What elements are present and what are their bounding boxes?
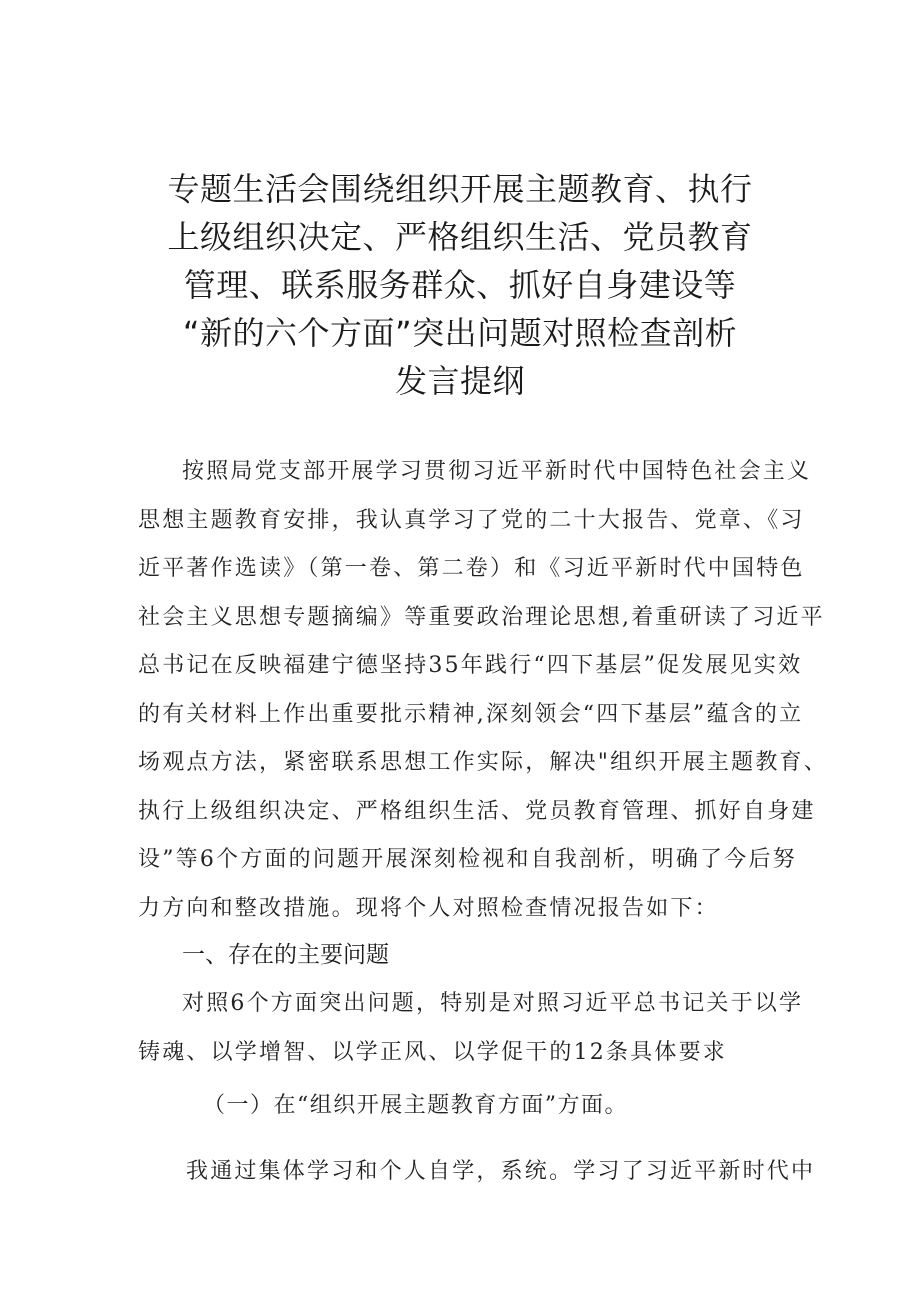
- paragraph-line: 场观点方法，紧密联系思想工作实际，解决"组织开展主题教育、: [138, 750, 828, 775]
- paragraph-line: 执行上级组织决定、严格组织生活、党员教育管理、抓好自身建: [138, 798, 816, 824]
- paragraph-line: 近平著作选读》（第一卷、第二卷）和《习近平新时代中国特色: [138, 556, 805, 581]
- title-line: “新的六个方面”突出问题对照检查剖析: [182, 314, 738, 352]
- paragraph-line: 总书记在反映福建宁德坚持35年践行“四下基层”促发展见实效: [138, 653, 803, 678]
- paragraph-line: 铸魂、以学增智、以学正风、以学促干的12条具体要求: [138, 1039, 727, 1065]
- section-paragraph: [138, 980, 818, 1077]
- intro-paragraph: [138, 448, 828, 933]
- paragraph-line: 力方向和整改措施。现将个人对照检查情况报告如下：: [138, 895, 719, 921]
- paragraph-line: 我通过集体学习和个人自学，系统。学习了习近平新时代中: [186, 1159, 816, 1184]
- section-heading: 一、存在的主要问题: [182, 942, 389, 968]
- document-title: [140, 165, 780, 405]
- title-line: 上级组织决定、严格组织生活、党员教育: [167, 218, 753, 256]
- paragraph-line: 社会主义思想专题摘编》等重要政治理论思想,着重研读了习近平: [138, 604, 825, 630]
- paragraph-line: 按照局党支部开展学习贯彻习近平新时代中国特色社会主义: [182, 459, 812, 484]
- paragraph-line: 思想主题教育安排，我认真学习了党的二十大报告、党章、《习: [138, 507, 805, 533]
- title-line: 专题生活会围绕组织开展主题教育、执行: [167, 170, 753, 208]
- subsection-heading: （一）在“组织开展主题教育方面”方面。: [203, 1093, 628, 1118]
- title-line: 管理、联系服务群众、抓好自身建设等: [183, 266, 737, 304]
- title-line: 发言提纲: [394, 362, 525, 400]
- paragraph-line: 对照6个方面突出问题，特别是对照习近平总书记关于以学: [182, 991, 804, 1016]
- paragraph-line: 的有关材料上作出重要批示精神,深刻领会“四下基层”蕴含的立: [138, 701, 804, 727]
- paragraph-line: 设”等6个方面的问题开展深刻检视和自我剖析，明确了今后努: [138, 847, 797, 872]
